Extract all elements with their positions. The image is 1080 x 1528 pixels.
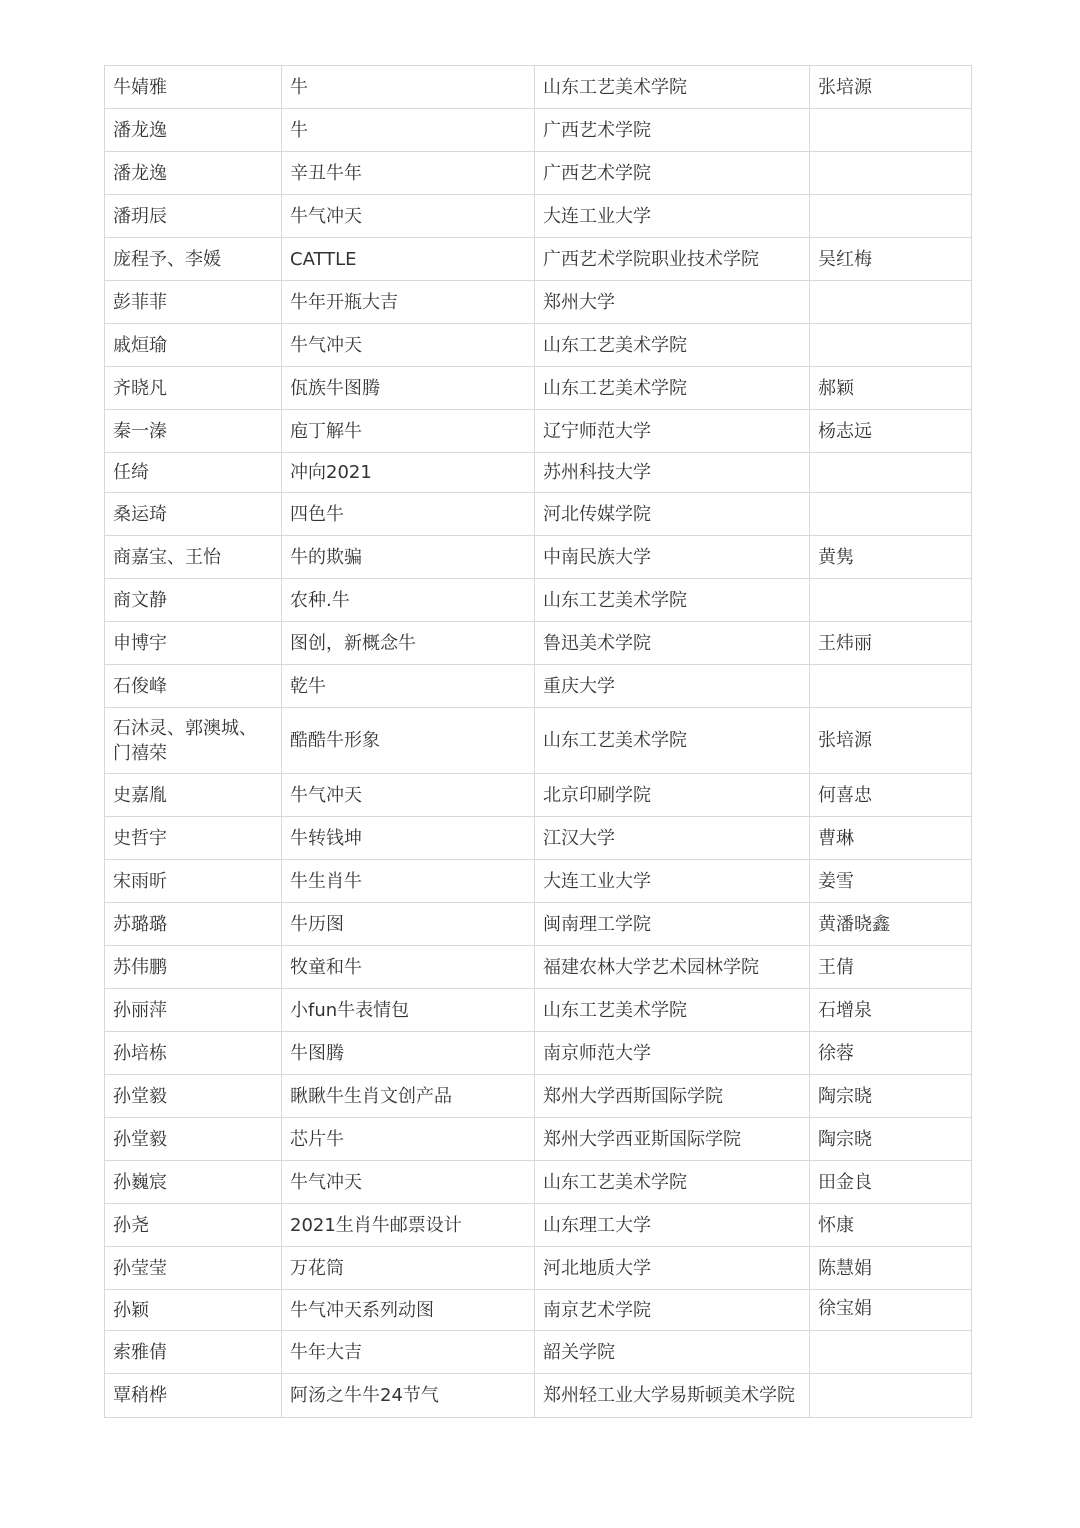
cell-name: 史哲宇 (105, 817, 282, 860)
cell-school: 山东工艺美术学院 (535, 324, 810, 367)
cell-name: 孙培栋 (105, 1032, 282, 1075)
table-row (105, 1374, 972, 1418)
table-row (105, 1161, 972, 1204)
cell-name: 孙堂毅 (105, 1118, 282, 1161)
cell-work: 农种.牛 (282, 579, 535, 622)
cell-advisor: 张培源 (810, 66, 972, 109)
cell-school: 河北地质大学 (535, 1247, 810, 1290)
cell-work: 牛转钱坤 (282, 817, 535, 860)
cell-advisor (810, 152, 972, 195)
table-row (105, 903, 972, 946)
table-row (105, 1204, 972, 1247)
cell-name-line: 石沐灵、郭澳城、 (113, 717, 257, 739)
cell-name: 秦一溱 (105, 410, 282, 453)
cell-name: 戚烜瑜 (105, 324, 282, 367)
cell-advisor: 田金良 (810, 1161, 972, 1204)
cell-work: 牛的欺骗 (282, 536, 535, 579)
cell-work: 牛 (282, 109, 535, 152)
cell-advisor: 徐宝娟 (810, 1290, 972, 1331)
cell-work: 图创，新概念牛 (282, 622, 535, 665)
table-row (105, 410, 972, 453)
cell-name: 索雅倩 (105, 1331, 282, 1374)
cell-name (105, 708, 282, 774)
cell-work: 牛年大吉 (282, 1331, 535, 1374)
cell-name: 孙堂毅 (105, 1075, 282, 1118)
table-row (105, 238, 972, 281)
cell-school: 广西艺术学院 (535, 109, 810, 152)
cell-name: 宋雨昕 (105, 860, 282, 903)
cell-school: 重庆大学 (535, 665, 810, 708)
cell-name: 齐晓凡 (105, 367, 282, 410)
cell-work: 四色牛 (282, 493, 535, 536)
cell-advisor: 郝颖 (810, 367, 972, 410)
cell-advisor (810, 453, 972, 493)
cell-work: 2021生肖牛邮票设计 (282, 1204, 535, 1247)
table-row (105, 665, 972, 708)
table-row (105, 66, 972, 109)
cell-school: 韶关学院 (535, 1331, 810, 1374)
table-row (105, 1331, 972, 1374)
table-row (105, 1247, 972, 1290)
cell-work: 佤族牛图腾 (282, 367, 535, 410)
cell-advisor: 王倩 (810, 946, 972, 989)
cell-advisor (810, 493, 972, 536)
cell-work: 牛气冲天系列动图 (282, 1290, 535, 1331)
awards-table (104, 65, 972, 1418)
table-row (105, 536, 972, 579)
cell-work: 辛丑牛年 (282, 152, 535, 195)
cell-name: 史嘉胤 (105, 774, 282, 817)
table-row (105, 708, 972, 774)
table-row (105, 860, 972, 903)
cell-school: 南京师范大学 (535, 1032, 810, 1075)
cell-work: 牛生肖牛 (282, 860, 535, 903)
cell-name: 孙颖 (105, 1290, 282, 1331)
cell-name: 彭菲菲 (105, 281, 282, 324)
cell-advisor (810, 1374, 972, 1418)
cell-name: 商嘉宝、王怡 (105, 536, 282, 579)
cell-name: 潘玥辰 (105, 195, 282, 238)
cell-advisor: 徐蓉 (810, 1032, 972, 1075)
cell-advisor (810, 1331, 972, 1374)
cell-advisor (810, 324, 972, 367)
table-row (105, 324, 972, 367)
cell-work: 酷酷牛形象 (282, 708, 535, 774)
cell-name: 任绮 (105, 453, 282, 493)
cell-school: 山东工艺美术学院 (535, 367, 810, 410)
cell-work: 乾牛 (282, 665, 535, 708)
cell-advisor: 黄隽 (810, 536, 972, 579)
table-row (105, 1075, 972, 1118)
table-row (105, 453, 972, 493)
cell-advisor (810, 665, 972, 708)
cell-work: 牛 (282, 66, 535, 109)
cell-advisor (810, 579, 972, 622)
cell-work: 阿汤之牛牛24节气 (282, 1374, 535, 1418)
cell-work: 芯片牛 (282, 1118, 535, 1161)
cell-advisor: 吴红梅 (810, 238, 972, 281)
cell-work: 牛气冲天 (282, 195, 535, 238)
cell-work: 牛气冲天 (282, 324, 535, 367)
cell-advisor: 曹琳 (810, 817, 972, 860)
cell-school: 郑州大学西斯国际学院 (535, 1075, 810, 1118)
cell-school: 北京印刷学院 (535, 774, 810, 817)
cell-advisor: 陈慧娟 (810, 1247, 972, 1290)
cell-school: 郑州大学 (535, 281, 810, 324)
cell-work: 小fun牛表情包 (282, 989, 535, 1032)
cell-name: 覃稍桦 (105, 1374, 282, 1418)
table-row (105, 774, 972, 817)
cell-school: 郑州大学西亚斯国际学院 (535, 1118, 810, 1161)
cell-work: 牛年开瓶大吉 (282, 281, 535, 324)
cell-name: 庞程予、李媛 (105, 238, 282, 281)
cell-name: 孙丽萍 (105, 989, 282, 1032)
cell-work: 牛图腾 (282, 1032, 535, 1075)
cell-advisor: 姜雪 (810, 860, 972, 903)
cell-advisor: 黄潘晓鑫 (810, 903, 972, 946)
cell-work: 牛历图 (282, 903, 535, 946)
cell-school: 山东工艺美术学院 (535, 708, 810, 774)
table-row (105, 281, 972, 324)
table-row (105, 1290, 972, 1331)
cell-school: 大连工业大学 (535, 860, 810, 903)
cell-school: 鲁迅美术学院 (535, 622, 810, 665)
cell-name-line: 门禧荣 (113, 742, 167, 764)
cell-school: 河北传媒学院 (535, 493, 810, 536)
cell-work: 牛气冲天 (282, 1161, 535, 1204)
cell-name: 苏璐璐 (105, 903, 282, 946)
cell-name: 孙莹莹 (105, 1247, 282, 1290)
cell-advisor: 何喜忠 (810, 774, 972, 817)
cell-name: 桑运琦 (105, 493, 282, 536)
cell-school: 山东工艺美术学院 (535, 1161, 810, 1204)
cell-name: 苏伟鹏 (105, 946, 282, 989)
table-row (105, 152, 972, 195)
cell-school: 山东工艺美术学院 (535, 579, 810, 622)
cell-school: 大连工业大学 (535, 195, 810, 238)
table-row (105, 493, 972, 536)
cell-work: 万花筒 (282, 1247, 535, 1290)
cell-school: 苏州科技大学 (535, 453, 810, 493)
cell-school: 福建农林大学艺术园林学院 (535, 946, 810, 989)
cell-school: 山东工艺美术学院 (535, 66, 810, 109)
cell-advisor: 杨志远 (810, 410, 972, 453)
cell-school: 山东理工大学 (535, 1204, 810, 1247)
cell-name: 申博宇 (105, 622, 282, 665)
cell-school: 郑州轻工业大学易斯顿美术学院 (535, 1374, 810, 1418)
table-row (105, 367, 972, 410)
cell-advisor: 张培源 (810, 708, 972, 774)
cell-school: 广西艺术学院 (535, 152, 810, 195)
cell-name: 潘龙逸 (105, 152, 282, 195)
cell-name: 孙巍宸 (105, 1161, 282, 1204)
cell-advisor: 王炜丽 (810, 622, 972, 665)
cell-work: 牛气冲天 (282, 774, 535, 817)
table-row (105, 989, 972, 1032)
cell-school: 山东工艺美术学院 (535, 989, 810, 1032)
cell-name: 牛婧雅 (105, 66, 282, 109)
cell-name: 潘龙逸 (105, 109, 282, 152)
cell-advisor: 石增泉 (810, 989, 972, 1032)
cell-advisor (810, 281, 972, 324)
cell-advisor: 陶宗晓 (810, 1118, 972, 1161)
table-row (105, 1032, 972, 1075)
cell-school: 广西艺术学院职业技术学院 (535, 238, 810, 281)
table-row (105, 817, 972, 860)
table-row (105, 579, 972, 622)
cell-work: 庖丁解牛 (282, 410, 535, 453)
table-row (105, 1118, 972, 1161)
table-row (105, 946, 972, 989)
cell-school: 辽宁师范大学 (535, 410, 810, 453)
cell-school: 闽南理工学院 (535, 903, 810, 946)
cell-school: 南京艺术学院 (535, 1290, 810, 1331)
cell-work: 瞅瞅牛生肖文创产品 (282, 1075, 535, 1118)
table-row (105, 109, 972, 152)
cell-advisor: 怀康 (810, 1204, 972, 1247)
cell-work: 牧童和牛 (282, 946, 535, 989)
cell-school: 江汉大学 (535, 817, 810, 860)
table-row (105, 622, 972, 665)
table-row (105, 195, 972, 238)
cell-name: 孙尧 (105, 1204, 282, 1247)
cell-work: CATTLE (282, 238, 535, 281)
cell-school: 中南民族大学 (535, 536, 810, 579)
cell-name: 商文静 (105, 579, 282, 622)
cell-advisor: 陶宗晓 (810, 1075, 972, 1118)
cell-name: 石俊峰 (105, 665, 282, 708)
cell-advisor (810, 109, 972, 152)
cell-advisor (810, 195, 972, 238)
cell-work: 冲向2021 (282, 453, 535, 493)
